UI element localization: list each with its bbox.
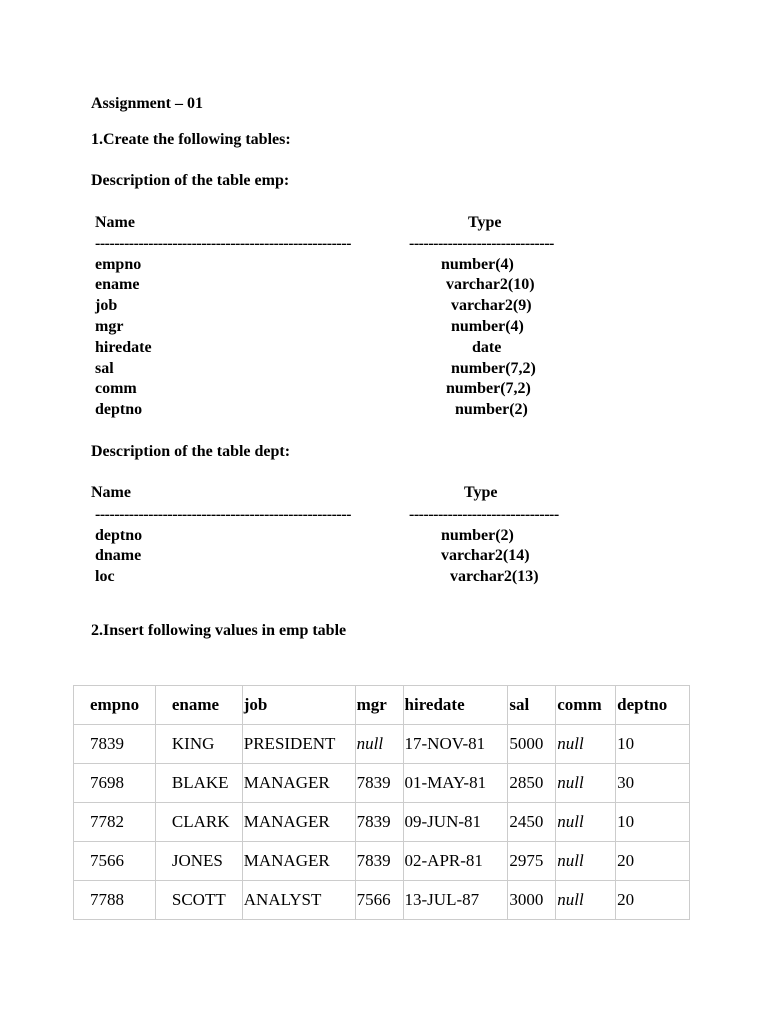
cell-deptno: 20 bbox=[616, 881, 690, 920]
cell-comm: null bbox=[556, 803, 616, 842]
dept-field-type: varchar2(14) bbox=[441, 547, 530, 564]
emp-field-type: varchar2(9) bbox=[451, 297, 532, 314]
header-ename: ename bbox=[155, 686, 242, 725]
dept-col-name-header: Name bbox=[91, 484, 131, 501]
header-comm: comm bbox=[556, 686, 616, 725]
cell-job: MANAGER bbox=[242, 842, 355, 881]
cell-hiredate: 02-APR-81 bbox=[403, 842, 508, 881]
emp-field-name: empno bbox=[95, 256, 142, 273]
emp-field-name: job bbox=[95, 297, 118, 314]
header-hiredate: hiredate bbox=[403, 686, 508, 725]
emp-values-table bbox=[73, 685, 690, 920]
cell-job: MANAGER bbox=[242, 764, 355, 803]
dept-field-name: loc bbox=[95, 568, 115, 585]
cell-comm: null bbox=[556, 842, 616, 881]
cell-job: MANAGER bbox=[242, 803, 355, 842]
emp-field-type: number(4) bbox=[441, 256, 514, 273]
cell-job: PRESIDENT bbox=[242, 725, 355, 764]
cell-sal: 2975 bbox=[508, 842, 556, 881]
emp-field-type: date bbox=[472, 339, 502, 356]
cell-hiredate: 01-MAY-81 bbox=[403, 764, 508, 803]
cell-empno: 7566 bbox=[74, 842, 156, 881]
emp-field-type: number(2) bbox=[455, 401, 528, 418]
dept-separator-left: ----------------------------------------------------- bbox=[95, 506, 351, 523]
cell-ename: KING bbox=[155, 725, 242, 764]
emp-col-name-header: Name bbox=[95, 214, 135, 231]
emp-field-name: hiredate bbox=[95, 339, 152, 356]
cell-ename: CLARK bbox=[155, 803, 242, 842]
cell-deptno: 10 bbox=[616, 725, 690, 764]
dept-field-type: number(2) bbox=[441, 527, 514, 544]
cell-ename: JONES bbox=[155, 842, 242, 881]
cell-mgr: 7566 bbox=[355, 881, 403, 920]
cell-empno: 7839 bbox=[74, 725, 156, 764]
cell-hiredate: 17-NOV-81 bbox=[403, 725, 508, 764]
emp-field-name: ename bbox=[95, 276, 140, 293]
cell-comm: null bbox=[556, 764, 616, 803]
cell-comm: null bbox=[556, 881, 616, 920]
emp-field-name: sal bbox=[95, 360, 114, 377]
header-job: job bbox=[242, 686, 355, 725]
table-row bbox=[74, 764, 690, 803]
cell-job: ANALYST bbox=[242, 881, 355, 920]
cell-mgr: 7839 bbox=[355, 842, 403, 881]
table-row bbox=[74, 725, 690, 764]
emp-field-type: varchar2(10) bbox=[446, 276, 535, 293]
header-mgr: mgr bbox=[355, 686, 403, 725]
question-2: 2.Insert following values in emp table bbox=[91, 622, 347, 639]
dept-description-heading: Description of the table dept: bbox=[91, 443, 291, 460]
question-1: 1.Create the following tables: bbox=[91, 131, 291, 148]
cell-empno: 7698 bbox=[74, 764, 156, 803]
header-deptno: deptno bbox=[616, 686, 690, 725]
dept-separator-right: ------------------------------- bbox=[409, 506, 559, 523]
emp-separator-right: ------------------------------ bbox=[409, 235, 554, 252]
dept-field-name: dname bbox=[95, 547, 142, 564]
table-row bbox=[74, 842, 690, 881]
cell-empno: 7788 bbox=[74, 881, 156, 920]
cell-mgr: 7839 bbox=[355, 764, 403, 803]
cell-deptno: 30 bbox=[616, 764, 690, 803]
cell-hiredate: 09-JUN-81 bbox=[403, 803, 508, 842]
cell-ename: BLAKE bbox=[155, 764, 242, 803]
table-row bbox=[74, 803, 690, 842]
cell-mgr: 7839 bbox=[355, 803, 403, 842]
dept-col-type-header: Type bbox=[464, 484, 498, 501]
cell-sal: 2450 bbox=[508, 803, 556, 842]
emp-field-type: number(7,2) bbox=[446, 380, 531, 397]
cell-sal: 5000 bbox=[508, 725, 556, 764]
emp-col-type-header: Type bbox=[468, 214, 502, 231]
table-row bbox=[74, 881, 690, 920]
cell-deptno: 20 bbox=[616, 842, 690, 881]
cell-mgr: null bbox=[355, 725, 403, 764]
header-empno: empno bbox=[74, 686, 156, 725]
cell-deptno: 10 bbox=[616, 803, 690, 842]
cell-hiredate: 13-JUL-87 bbox=[403, 881, 508, 920]
table-header-row bbox=[74, 686, 690, 725]
emp-field-name: mgr bbox=[95, 318, 124, 335]
dept-field-type: varchar2(13) bbox=[450, 568, 539, 585]
emp-separator-left: ----------------------------------------------------- bbox=[95, 235, 351, 252]
emp-field-type: number(7,2) bbox=[451, 360, 536, 377]
emp-description-heading: Description of the table emp: bbox=[91, 172, 290, 189]
assignment-title: Assignment – 01 bbox=[91, 95, 204, 112]
cell-sal: 2850 bbox=[508, 764, 556, 803]
emp-field-type: number(4) bbox=[451, 318, 524, 335]
emp-field-name: comm bbox=[95, 380, 137, 397]
cell-comm: null bbox=[556, 725, 616, 764]
cell-ename: SCOTT bbox=[155, 881, 242, 920]
dept-field-name: deptno bbox=[95, 527, 143, 544]
cell-empno: 7782 bbox=[74, 803, 156, 842]
header-sal: sal bbox=[508, 686, 556, 725]
cell-sal: 3000 bbox=[508, 881, 556, 920]
emp-field-name: deptno bbox=[95, 401, 143, 418]
